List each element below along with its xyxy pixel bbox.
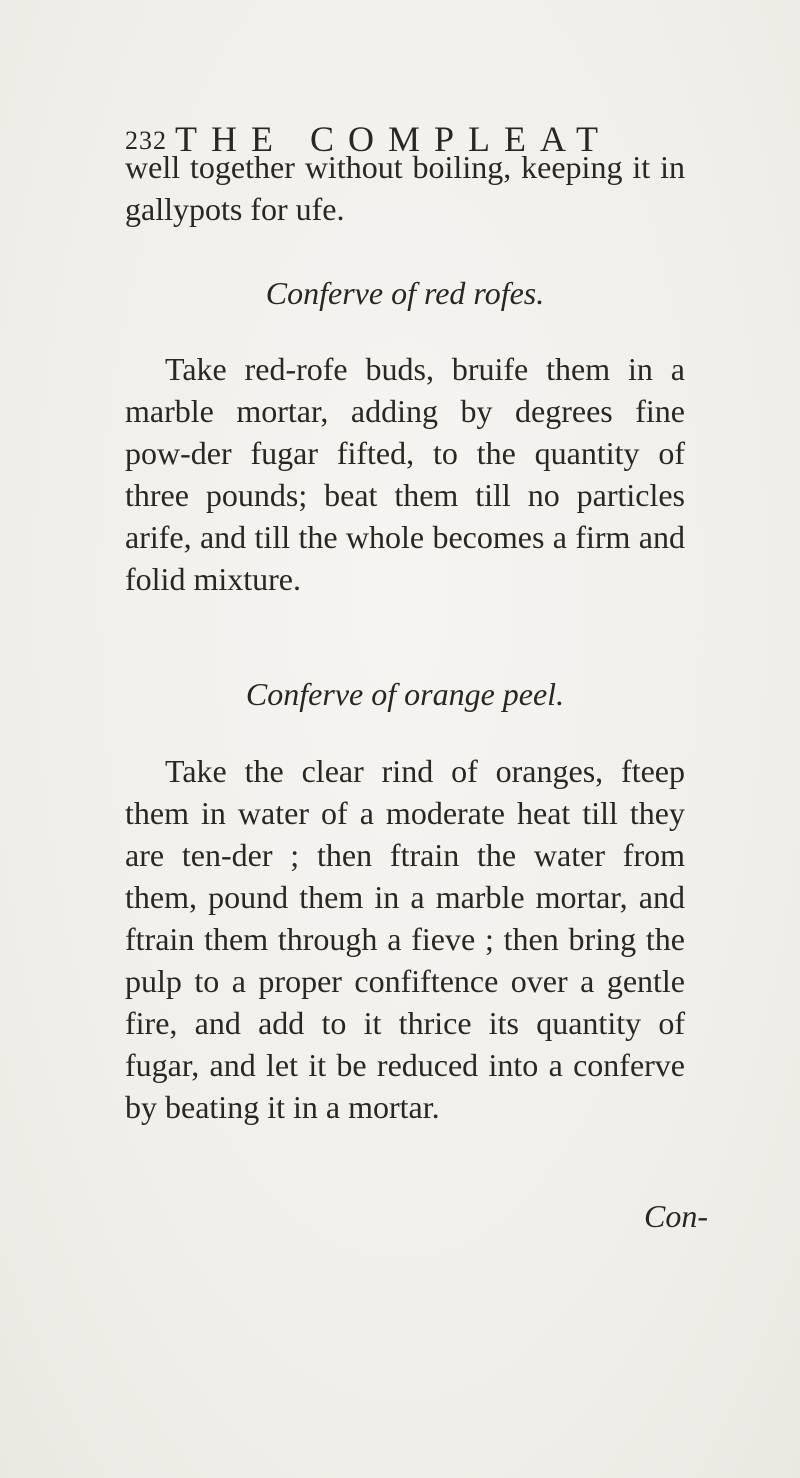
- section-heading-red-roses: Conferve of red rofes.: [265, 275, 545, 311]
- running-head: THE COMPLEAT: [175, 119, 612, 159]
- orange-peel-recipe: Take the clear rind of oranges, fteep them in water of a moderate heat till they are ten-der ; then ftrain the water from them, pound them in a marble mortar, and ftrain them through a fieve ; then bring the pulp to a proper confiftence over a gentle fire, and add to it thrice its quantity of fugar, and let it be reduced into a conferve by beating it in a mortar.: [125, 753, 685, 1125]
- page-number: 232: [125, 126, 167, 155]
- red-roses-recipe: Take red-rofe buds, bruife them in a marble mortar, adding by degrees fine pow-der fugar fifted, to the quantity of three pounds; beat them till no particles arife, and till the whole becomes a firm and folid mixture.: [125, 351, 685, 597]
- catchword: Con-: [644, 1198, 708, 1234]
- section-heading-orange-peel: Conferve of orange peel.: [245, 676, 565, 712]
- continuation-paragraph: well together without boiling, keeping it in gallypots for ufe.: [125, 149, 685, 227]
